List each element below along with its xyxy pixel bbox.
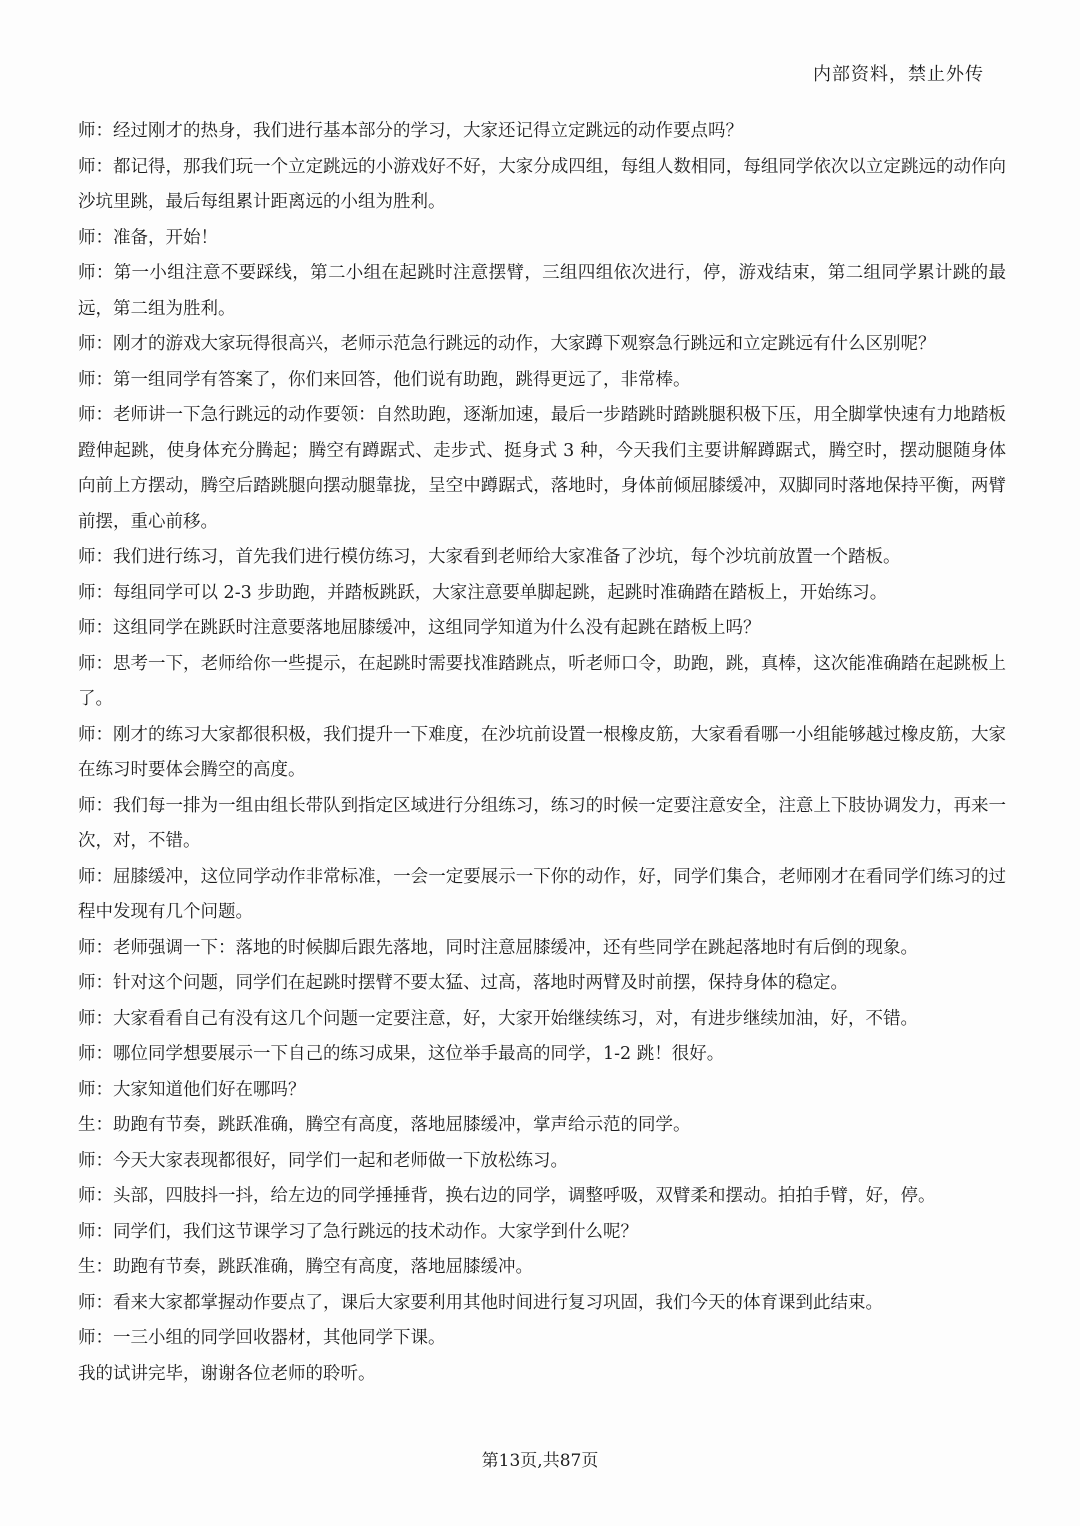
paragraph: 师：思考一下，老师给你一些提示，在起跳时需要找准踏跳点，听老师口令，助跑，跳，真棒，这次能准确踏在起跳板上了。: [78, 653, 1006, 709]
paragraph: 师：大家看看自己有没有这几个问题一定要注意，好，大家开始继续练习，对，有进步继续加油，好，不错。: [78, 1008, 918, 1029]
closing-line: 我的试讲完毕，谢谢各位老师的聆听。: [78, 1363, 376, 1384]
paragraph: 师：都记得，那我们玩一个立定跳远的小游戏好不好，大家分成四组，每组人数相同，每组同学依次以立定跳远的动作向沙坑里跳，最后每组累计距离远的小组为胜利。: [78, 156, 1006, 212]
paragraph: 师：刚才的练习大家都很积极，我们提升一下难度，在沙坑前设置一根橡皮筋，大家看看哪一小组能够越过橡皮筋，大家在练习时要体会腾空的高度。: [78, 724, 1006, 780]
paragraph: 师：大家知道他们好在哪吗？: [78, 1079, 306, 1100]
paragraph: 师：这组同学在跳跃时注意要落地屈膝缓冲，这组同学知道为什么没有起跳在踏板上吗？: [78, 618, 761, 638]
page-number: 第13页,共87页: [481, 1451, 599, 1471]
paragraph: 师：老师讲一下急行跳远的动作要领：自然助跑，逐渐加速，最后一步踏跳时踏跳腿积极下压，用全脚掌快速有力地踏板蹬伸起跳，使身体充分腾起；腾空有蹲踞式、走步式、挺身式 3 种，今天我们主要讲解蹲踞式，腾空时，摆动腿随身体向前上方摆动，腾空后踏跳腿向摆动腿靠拢，呈空中蹲踞式，落地时，身体前倾屈膝缓冲，双脚同时落地保持平衡，两臂前摆，重心前移。: [78, 405, 1006, 532]
paragraph: 师：我们每一排为一组由组长带队到指定区域进行分组练习，练习的时候一定要注意安全，注意上下肢协调发力，再来一次，对，不错。: [78, 795, 1006, 851]
paragraph: 师：看来大家都掌握动作要点了，课后大家要利用其他时间进行复习巩固，我们今天的体育课到此结束。: [78, 1292, 883, 1313]
paragraph: 师：刚才的游戏大家玩得很高兴，老师示范急行跳远的动作，大家蹲下观察急行跳远和立定跳远有什么区别呢？: [78, 334, 936, 354]
paragraph: 师：第一小组注意不要踩线，第二小组在起跳时注意摆臂，三组四组依次进行，停，游戏结束，第二组同学累计跳的最远，第二组为胜利。: [78, 263, 1006, 319]
paragraph: 师：经过刚才的热身，我们进行基本部分的学习，大家还记得立定跳远的动作要点吗？: [78, 121, 743, 141]
paragraph: 师：我们进行练习，首先我们进行模仿练习，大家看到老师给大家准备了沙坑，每个沙坑前放置一个踏板。: [78, 547, 901, 567]
paragraph: 师：今天大家表现都很好，同学们一起和老师做一下放松练习。: [78, 1150, 568, 1171]
paragraph: 生：助跑有节奏，跳跃准确，腾空有高度，落地屈膝缓冲，掌声给示范的同学。: [78, 1115, 691, 1135]
confidential-note: 内部资料，禁止外传: [813, 64, 984, 85]
paragraph: 师：头部，四肢抖一抖，给左边的同学捶捶背，换右边的同学，调整呼吸，双臂柔和摆动。拍拍手臂，好，停。: [78, 1186, 936, 1206]
paragraph: 师：同学们，我们这节课学习了急行跳远的技术动作。大家学到什么呢？: [78, 1221, 638, 1242]
transcript-body: [78, 114, 1006, 1392]
paragraph: 师：老师强调一下：落地的时候脚后跟先落地，同时注意屈膝缓冲，还有些同学在跳起落地时有后倒的现象。: [78, 937, 918, 958]
paragraph: 师：针对这个问题，同学们在起跳时摆臂不要太猛、过高，落地时两臂及时前摆，保持身体的稳定。: [78, 973, 848, 993]
paragraph: 师：准备，开始！: [78, 227, 218, 248]
paragraph: 生：助跑有节奏，跳跃准确，腾空有高度，落地屈膝缓冲。: [78, 1257, 533, 1277]
paragraph: 师：每组同学可以 2-3 步助跑，并踏板跳跃，大家注意要单脚起跳，起跳时准确踏在踏板上，开始练习。: [78, 582, 888, 603]
paragraph: 师：哪位同学想要展示一下自己的练习成果，这位举手最高的同学，1-2 跳！很好。: [78, 1044, 725, 1064]
paragraph: 师：屈膝缓冲，这位同学动作非常标准，一会一定要展示一下你的动作，好，同学们集合，老师刚才在看同学们练习的过程中发现有几个问题。: [78, 866, 1006, 922]
paragraph: 师：一三小组的同学回收器材，其他同学下课。: [78, 1328, 446, 1348]
paragraph: 师：第一组同学有答案了，你们来回答，他们说有助跑，跳得更远了，非常棒。: [78, 369, 691, 390]
